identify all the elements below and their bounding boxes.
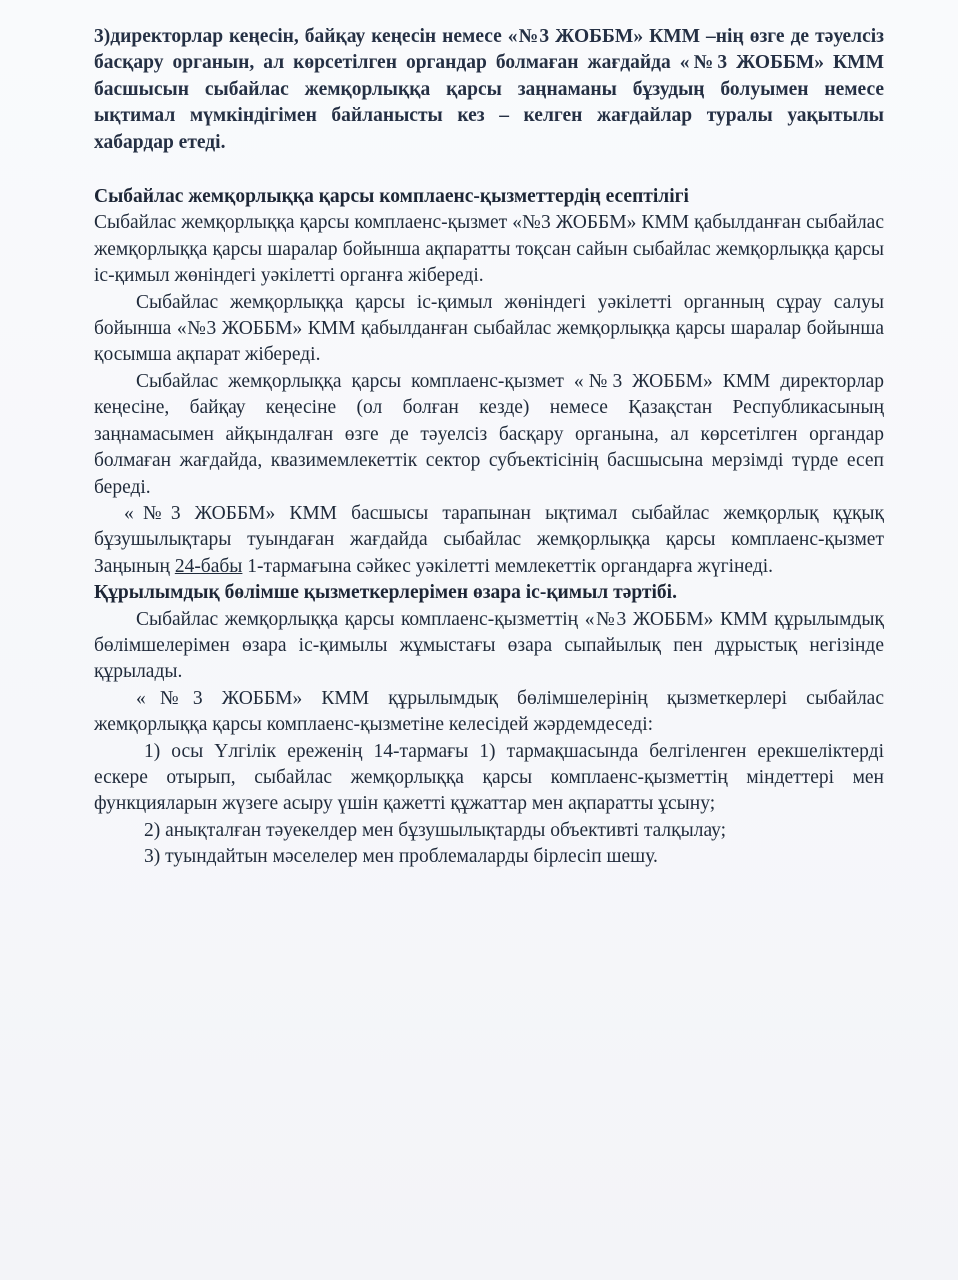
paragraph-5 bbox=[94, 501, 884, 580]
list-item-1: 1) осы Үлгілік ереженің 14-тармағы 1) тармақшасында белгіленген ерекшеліктерді ескере отырып, сыбайлас жемқорлыққа қарсы комплаенс-қызметтің міндеттері мен функцияларын жүзеге асыру үшін қажетті құжаттар мен ақпаратты ұсыну; bbox=[94, 740, 884, 815]
paragraph-5-text-after: 1-тармағына сәйкес уәкілетті мемлекеттік органдарға жүгінеді. bbox=[242, 555, 774, 577]
paragraph-5-text-before: «№3 ЖОББМ» КММ басшысы тарапынан ықтимал сыбайлас жемқорлық құқық бұзушылықтары туындаған жағдайда сыбайлас жемқорлыққа қарсы комплаенс-қызмет Заңының bbox=[94, 502, 884, 577]
section-heading-interaction: Құрылымдық бөлімше қызметкерлерімен өзара іс-қимыл тәртібі. bbox=[94, 582, 677, 604]
section-heading-reporting: Сыбайлас жемқорлыққа қарсы комплаенс-қызметтердің есептілігі bbox=[94, 186, 689, 208]
paragraph-4: Сыбайлас жемқорлыққа қарсы комплаенс-қызмет «№3 ЖОББМ» КММ директорлар кеңесіне, байқау кеңесіне (ол болған кезде) немесе Қазақстан Республикасының заңнамасымен айқындалған өзге де тәуелсіз басқару органына, ал көрсетілген органдар болмаған жағдайда, квазимемлекеттік сектор субъектісінің басшысына мерзімді түрде есеп береді. bbox=[94, 370, 884, 498]
paragraph-gap bbox=[94, 156, 884, 184]
paragraph-3: Сыбайлас жемқорлыққа қарсы іс-қимыл жөніндегі уәкілетті органның сұрау салуы бойынша «№3 ЖОББМ» КММ қабылданған сыбайлас жемқорлыққа қарсы шаралар бойынша қосымша ақпарат жібереді. bbox=[94, 291, 884, 366]
list-item-3: 3) туындайтын мәселелер мен проблемаларды бірлесіп шешу. bbox=[144, 846, 658, 868]
law-article-link[interactable]: 24-бабы bbox=[174, 555, 243, 577]
paragraph-7: «№3 ЖОББМ» КММ құрылымдық бөлімшелерінің қызметкерлері сыбайлас жемқорлыққа қарсы комплаенс-қызметіне келесідей жәрдемдеседі: bbox=[94, 687, 884, 736]
page-bottom-spacer bbox=[94, 871, 884, 872]
paragraph-2: Сыбайлас жемқорлыққа қарсы комплаенс-қызмет «№3 ЖОББМ» КММ қабылданған сыбайлас жемқорлыққа қарсы шаралар бойынша ақпаратты тоқсан сайын сыбайлас жемқорлыққа қарсы іс-қимыл жөніндегі уәкілетті органға жібереді. bbox=[94, 212, 884, 287]
paragraph-1: 3)директорлар кеңесін, байқау кеңесін немесе «№3 ЖОББМ» КММ –нің өзге де тәуелсіз басқару органын, ал көрсетілген органдар болмаған жағдайда «№3 ЖОББМ» КММ басшысын сыбайлас жемқорлыққа қарсы заңнаманы бұзудың болуымен немесе ықтимал мүмкіндігімен байланысты кез – келген жағдайлар туралы уақытылы хабардар етеді. bbox=[94, 26, 884, 153]
list-item-2: 2) анықталған тәуекелдер мен бұзушылықтарды объективті талқылау; bbox=[144, 819, 727, 841]
paragraph-6: Сыбайлас жемқорлыққа қарсы комплаенс-қызметтің «№3 ЖОББМ» КММ құрылымдық бөлімшелерімен өзара іс-қимылы жұмыстағы өзара сыпайылық пен дұрыстық негізінде құрылады. bbox=[94, 608, 884, 683]
document-sheet bbox=[94, 24, 884, 872]
